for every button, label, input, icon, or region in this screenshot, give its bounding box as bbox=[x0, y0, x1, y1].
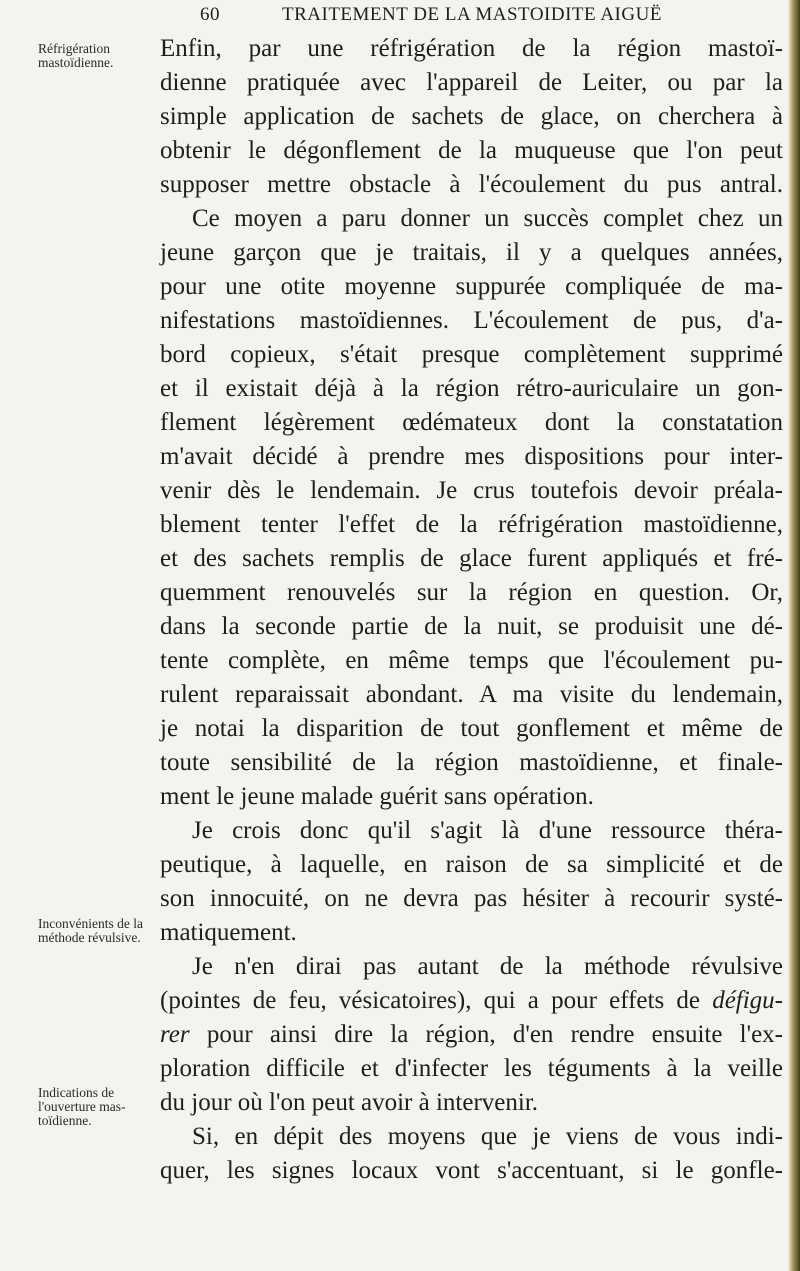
text-line: ment le jeune malade guérit sans opération. bbox=[160, 783, 594, 810]
text-line: tente complète, en même temps que l'écoulement pu- bbox=[160, 647, 783, 674]
text-line: Je n'en dirai pas autant de la méthode révulsive bbox=[192, 953, 783, 980]
running-title: TRAITEMENT DE LA MASTOIDITE AIGUË bbox=[282, 4, 662, 25]
text-fragment: pour ainsi dire la région, d'en rendre ensuite l'ex- bbox=[206, 1021, 783, 1048]
text-line: et il existait déjà à la région rétro-auriculaire un gon- bbox=[160, 375, 783, 402]
italic-word: défigu- bbox=[712, 987, 784, 1014]
text-line: quer, les signes locaux vont s'accentuant, si le gonfle- bbox=[160, 1157, 783, 1184]
text-line: Enfin, par une réfrigération de la région mastoï- bbox=[160, 35, 783, 62]
text-line: je notai la disparition de tout gonflement et même de bbox=[160, 715, 783, 742]
text-line: nifestations mastoïdiennes. L'écoulement de pus, d'a- bbox=[160, 307, 783, 334]
text-line: venir dès le lendemain. Je crus toutefois devoir préala- bbox=[160, 477, 783, 504]
text-line: toute sensibilité de la région mastoïdienne, et finale- bbox=[160, 749, 783, 776]
text-line: dans la seconde partie de la nuit, se produisit une dé- bbox=[160, 613, 783, 640]
text-line: simple application de sachets de glace, on cherchera à bbox=[160, 103, 783, 130]
text-line: Je crois donc qu'il s'agit là d'une ressource théra- bbox=[192, 817, 783, 844]
text-line: flement légèrement œdémateux dont la constatation bbox=[160, 409, 783, 436]
margin-note-refrigeration: Réfrigération mastoïdienne. bbox=[38, 41, 114, 70]
italic-word: rer bbox=[160, 1021, 190, 1048]
text-line bbox=[160, 984, 783, 1018]
text-line: ploration difficile et d'infecter les téguments à la veille bbox=[160, 1055, 783, 1082]
text-line: Si, en dépit des moyens que je viens de vous indi- bbox=[192, 1123, 783, 1150]
page-number: 60 bbox=[200, 4, 220, 25]
text-line: rulent reparaissait abondant. A ma visite du lendemain, bbox=[160, 681, 783, 708]
text-line bbox=[160, 1018, 783, 1052]
text-fragment: (pointes de feu, vésicatoires), qui a pour effets de bbox=[160, 987, 700, 1014]
text-line: son innocuité, on ne devra pas hésiter à recourir systé- bbox=[160, 885, 783, 912]
text-line: et des sachets remplis de glace furent appliqués et fré- bbox=[160, 545, 783, 572]
page-header bbox=[0, 4, 800, 30]
text-line: dienne pratiquée avec l'appareil de Leiter, ou par la bbox=[160, 69, 783, 96]
book-edge bbox=[788, 0, 800, 1271]
text-line: supposer mettre obstacle à l'écoulement du pus antral. bbox=[160, 171, 783, 198]
text-line: pour une otite moyenne suppurée compliquée de ma- bbox=[160, 273, 783, 300]
text-line: obtenir le dégonflement de la muqueuse que l'on peut bbox=[160, 137, 783, 164]
text-line: peutique, à laquelle, en raison de sa simplicité et de bbox=[160, 851, 783, 878]
text-line: jeune garçon que je traitais, il y a quelques années, bbox=[160, 239, 783, 266]
text-line: bord copieux, s'était presque complètement supprimé bbox=[160, 341, 783, 368]
margin-note-indications: Indications de l'ouverture mas-toïdienne. bbox=[38, 1085, 126, 1128]
margin-note-inconvenients: Inconvénients de la méthode révulsive. bbox=[38, 916, 143, 945]
text-line: du jour où l'on peut avoir à intervenir. bbox=[160, 1089, 539, 1116]
text-line: matiquement. bbox=[160, 919, 297, 946]
text-line: blement tenter l'effet de la réfrigération mastoïdienne, bbox=[160, 511, 783, 538]
text-line: quemment renouvelés sur la région en question. Or, bbox=[160, 579, 783, 606]
body-text bbox=[160, 32, 783, 1188]
text-line: m'avait décidé à prendre mes dispositions pour inter- bbox=[160, 443, 783, 470]
text-line: Ce moyen a paru donner un succès complet chez un bbox=[192, 205, 783, 232]
